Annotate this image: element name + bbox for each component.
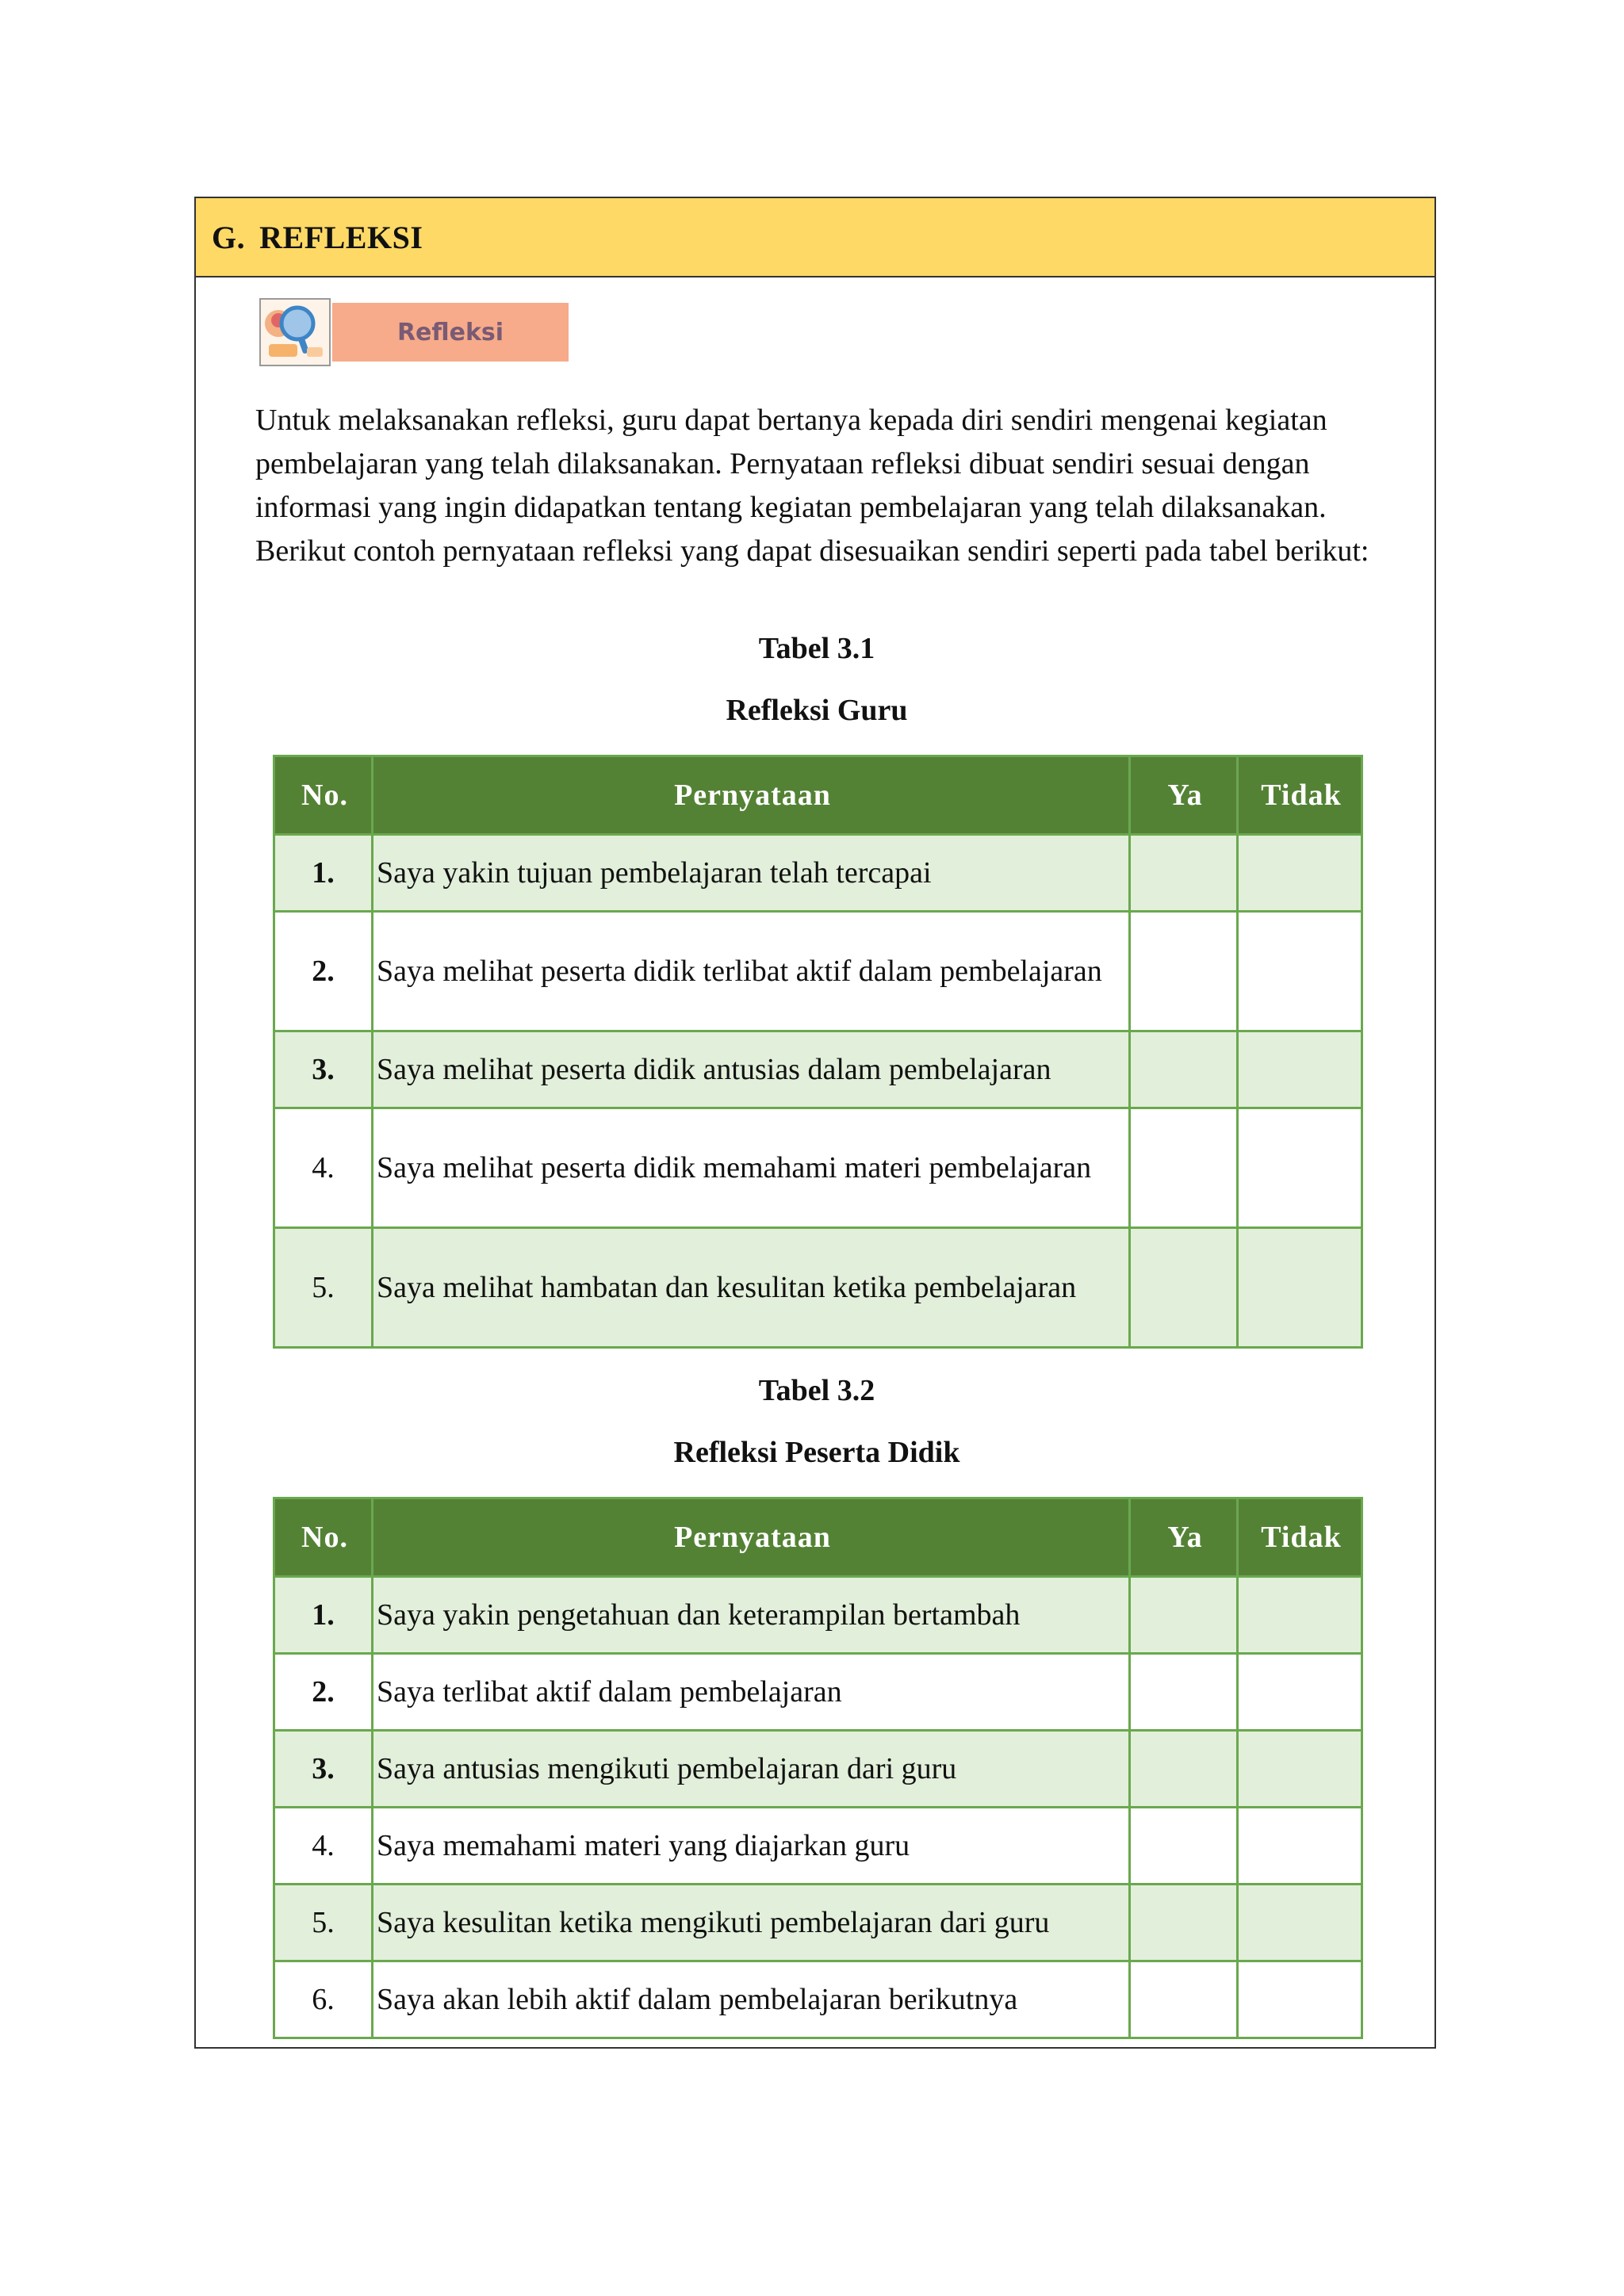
ya-cell[interactable] <box>1130 1654 1238 1731</box>
header-no: No. <box>274 1498 373 1577</box>
badge-label: Refleksi <box>332 303 569 362</box>
table-row <box>274 912 1362 1031</box>
ya-cell[interactable] <box>1130 1228 1238 1348</box>
tidak-cell[interactable] <box>1238 1808 1362 1885</box>
ya-cell[interactable] <box>1130 1577 1238 1654</box>
reflection-section <box>194 197 1436 2049</box>
table-header-row <box>274 1498 1362 1577</box>
header-ya: Ya <box>1130 756 1238 835</box>
table-row <box>274 1731 1362 1808</box>
ya-cell[interactable] <box>1130 1808 1238 1885</box>
table-row <box>274 1885 1362 1961</box>
row-number: 4. <box>274 1808 373 1885</box>
row-statement: Saya melihat peserta didik antusias dalam pembelajaran <box>373 1031 1130 1108</box>
intro-text: Untuk melaksanakan refleksi, guru dapat bertanya kepada diri sendiri mengenai kegiatan pembelajaran yang telah dilaksanakan. Pernyataan refleksi dibuat sendiri sesuai dengan informasi yang ingin didapatkan tentang kegiatan pembelajaran yang telah dilaksanakan. Berikut contoh pernyataan refleksi yang dapat disesuaikan sendiri seperti pada tabel berikut: <box>255 404 1369 568</box>
table1-caption-title: Refleksi Guru <box>726 694 908 727</box>
ya-cell[interactable] <box>1130 912 1238 1031</box>
row-number: 5. <box>274 1885 373 1961</box>
row-statement: Saya terlibat aktif dalam pembelajaran <box>373 1654 1130 1731</box>
header-pernyataan: Pernyataan <box>373 756 1130 835</box>
row-number: 4. <box>274 1108 373 1228</box>
row-number: 1. <box>274 835 373 912</box>
row-number: 1. <box>274 1577 373 1654</box>
row-statement: Saya antusias mengikuti pembelajaran dari guru <box>373 1731 1130 1808</box>
header-pernyataan: Pernyataan <box>373 1498 1130 1577</box>
tidak-cell[interactable] <box>1238 1108 1362 1228</box>
row-number: 2. <box>274 912 373 1031</box>
table-row <box>274 1031 1362 1108</box>
table1-caption-number: Tabel 3.1 <box>758 632 875 665</box>
tidak-cell[interactable] <box>1238 1885 1362 1961</box>
table2-caption-number: Tabel 3.2 <box>758 1374 875 1407</box>
tidak-cell[interactable] <box>1238 1961 1362 2038</box>
table-row <box>274 1961 1362 2038</box>
row-statement: Saya melihat peserta didik memahami materi pembelajaran <box>373 1108 1130 1228</box>
ya-cell[interactable] <box>1130 835 1238 912</box>
header-tidak: Tidak <box>1238 756 1362 835</box>
header-ya: Ya <box>1130 1498 1238 1577</box>
tidak-cell[interactable] <box>1238 1654 1362 1731</box>
row-number: 5. <box>274 1228 373 1348</box>
tidak-cell[interactable] <box>1238 1228 1362 1348</box>
table-row <box>274 1108 1362 1228</box>
row-statement: Saya akan lebih aktif dalam pembelajaran berikutnya <box>373 1961 1130 2038</box>
table-row <box>274 835 1362 912</box>
row-statement: Saya yakin tujuan pembelajaran telah tercapai <box>373 835 1130 912</box>
row-statement: Saya yakin pengetahuan dan keterampilan bertambah <box>373 1577 1130 1654</box>
row-number: 2. <box>274 1654 373 1731</box>
row-number: 6. <box>274 1961 373 2038</box>
table-row <box>274 1228 1362 1348</box>
header-tidak: Tidak <box>1238 1498 1362 1577</box>
tidak-cell[interactable] <box>1238 1031 1362 1108</box>
ya-cell[interactable] <box>1130 1731 1238 1808</box>
section-header <box>196 198 1434 277</box>
ya-cell[interactable] <box>1130 1108 1238 1228</box>
refleksi-badge <box>259 298 569 366</box>
row-number: 3. <box>274 1731 373 1808</box>
table-header-row <box>274 756 1362 835</box>
table-refleksi-guru <box>273 755 1363 1349</box>
table-row <box>274 1577 1362 1654</box>
tidak-cell[interactable] <box>1238 912 1362 1031</box>
section-title: REFLEKSI <box>259 219 423 255</box>
row-statement: Saya melihat peserta didik terlibat aktif dalam pembelajaran <box>373 912 1130 1031</box>
table2-caption-title: Refleksi Peserta Didik <box>673 1436 960 1469</box>
header-no: No. <box>274 756 373 835</box>
tidak-cell[interactable] <box>1238 835 1362 912</box>
table-refleksi-peserta-didik <box>273 1497 1363 2039</box>
row-statement: Saya melihat hambatan dan kesulitan ketika pembelajaran <box>373 1228 1130 1348</box>
ya-cell[interactable] <box>1130 1885 1238 1961</box>
intro-paragraph <box>255 399 1381 573</box>
tidak-cell[interactable] <box>1238 1731 1362 1808</box>
row-statement: Saya kesulitan ketika mengikuti pembelajaran dari guru <box>373 1885 1130 1961</box>
magnifier-reflection-icon <box>259 298 331 366</box>
tidak-cell[interactable] <box>1238 1577 1362 1654</box>
ya-cell[interactable] <box>1130 1031 1238 1108</box>
table-row <box>274 1808 1362 1885</box>
row-statement: Saya memahami materi yang diajarkan guru <box>373 1808 1130 1885</box>
section-letter: G. <box>212 219 246 255</box>
ya-cell[interactable] <box>1130 1961 1238 2038</box>
row-number: 3. <box>274 1031 373 1108</box>
table-row <box>274 1654 1362 1731</box>
